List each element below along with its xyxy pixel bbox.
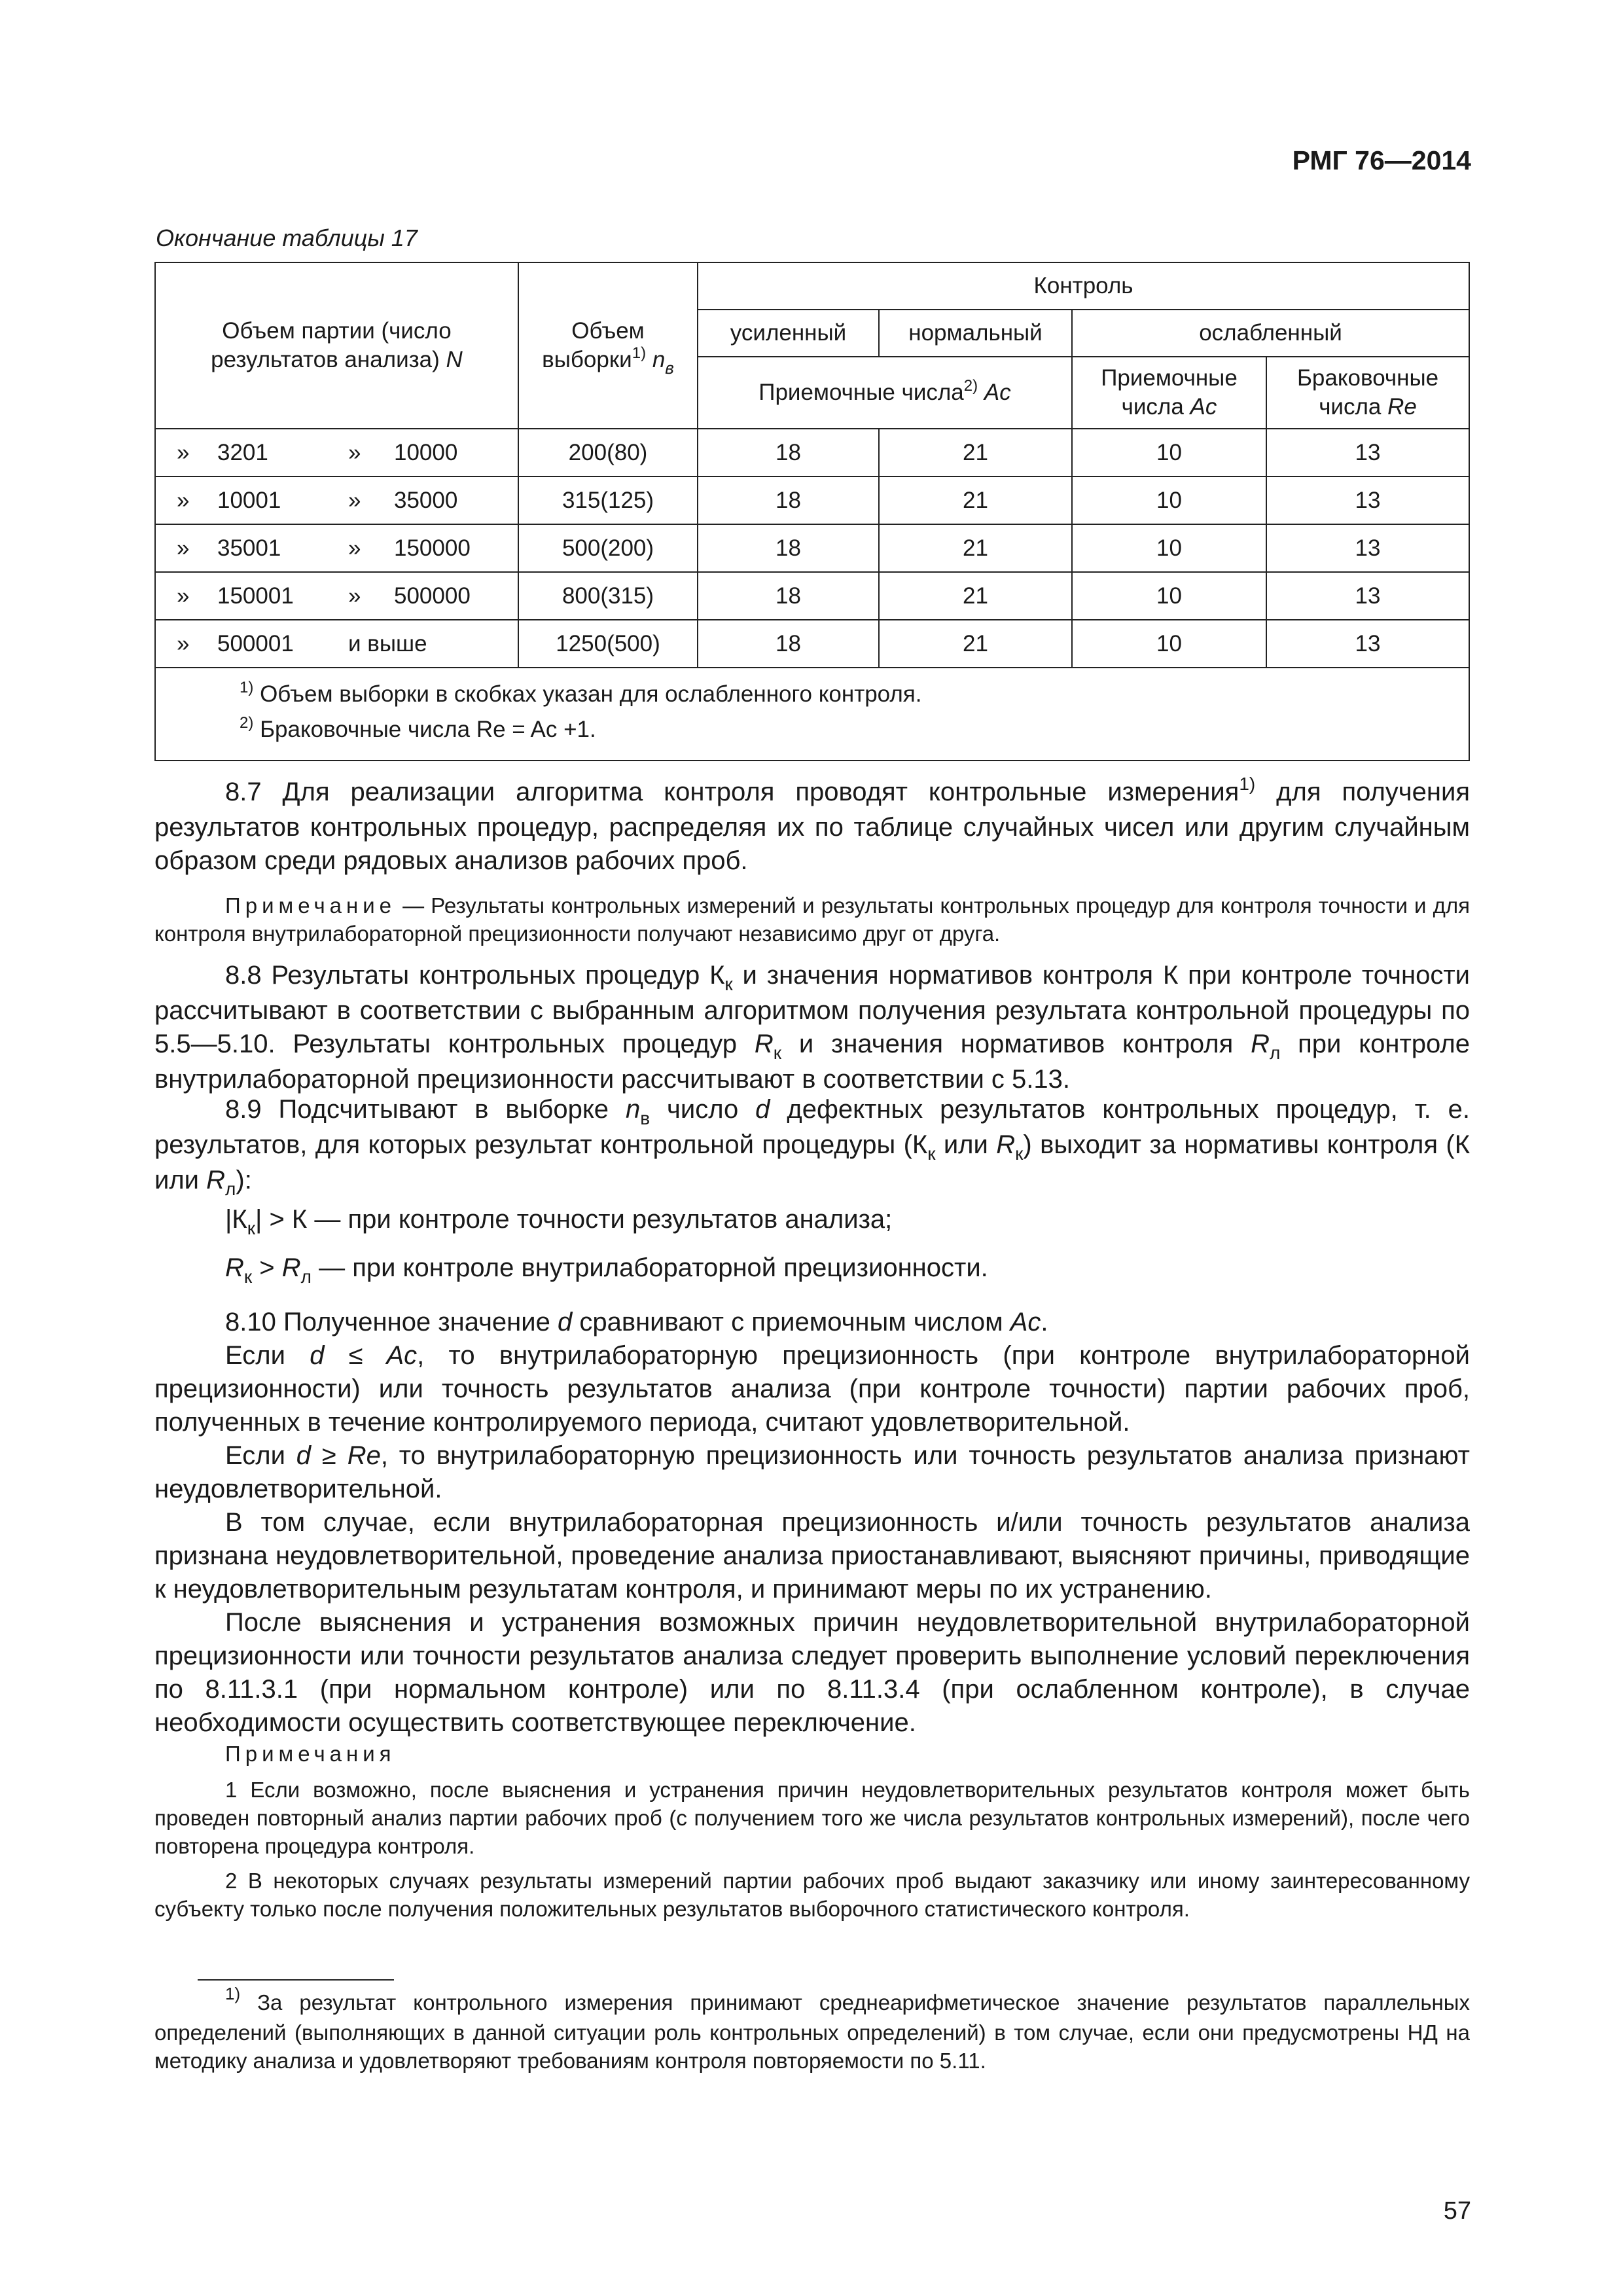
header-reduced-accept-var: Ac bbox=[1190, 394, 1217, 420]
header-sample-text: Объем выборки bbox=[542, 318, 645, 372]
text: и значения нормативов контроля К при контроле точности рассчитывают в соответствии с выбранным алгоритмом получения результата контрольной процедуры по 5.5—5.10. Результаты контрольных процедур bbox=[154, 961, 1470, 1058]
table-note-2-text: Браковочные числа Re = Ac +1. bbox=[253, 716, 596, 742]
paragraph-8-9 bbox=[154, 1093, 1470, 1199]
text: |К bbox=[225, 1205, 247, 1234]
party-range-cell bbox=[155, 524, 518, 572]
header-tight: усиленный bbox=[698, 310, 879, 357]
footnote-ref: 1) bbox=[632, 344, 647, 362]
range-to: 500000 bbox=[394, 583, 471, 609]
subscript: л bbox=[1269, 1043, 1281, 1063]
sample-cell: 1250(500) bbox=[518, 620, 698, 668]
header-reduced-accept-text: Приемочные числа bbox=[1101, 365, 1238, 420]
ditto-mark: » bbox=[177, 630, 190, 656]
tight-cell: 18 bbox=[698, 429, 879, 476]
text: при контроле внутрилабораторной прецизионности рассчитывают в соответствии с 5.13. bbox=[154, 1030, 1471, 1094]
paragraph-8-10-4: В том случае, если внутрилабораторная прецизионность и/или точность результатов анализа признана неудовлетворительной, проведение анализа приостанавливают, выясняют причины, приводящие к неудовлетворительным результатам контроля, и принимают меры по их устранению. bbox=[154, 1508, 1470, 1604]
text: Если bbox=[225, 1441, 296, 1470]
normal-cell: 21 bbox=[879, 620, 1072, 668]
range-from: 35001 bbox=[217, 535, 281, 561]
range-to: и выше bbox=[348, 630, 427, 656]
ditto-mark: » bbox=[348, 535, 361, 561]
table-row bbox=[155, 476, 1469, 524]
formula-1 bbox=[154, 1203, 1470, 1238]
text: 8.10 Полученное значение bbox=[225, 1308, 558, 1336]
ditto-mark: » bbox=[348, 487, 361, 513]
table-row bbox=[155, 572, 1469, 620]
text: или bbox=[935, 1130, 997, 1159]
reduced-ac-cell: 10 bbox=[1072, 476, 1266, 524]
ditto-mark: » bbox=[348, 583, 361, 609]
footnote-ref: 2) bbox=[240, 713, 254, 732]
note-1: 1 Если возможно, после выяснения и устранения причин неудовлетворительных результатов контроля может быть проведен повторный анализ партии рабочих проб (с получением того же числа результатов контрольных измерений), после чего повторена процедура контроля. bbox=[154, 1778, 1470, 1858]
tight-cell: 18 bbox=[698, 572, 879, 620]
header-accept-var: Ac bbox=[984, 380, 1011, 406]
header-sample-size bbox=[518, 262, 698, 429]
text: сравнивают с приемочным числом bbox=[572, 1308, 1010, 1336]
formula-2 bbox=[154, 1251, 1470, 1287]
footnote-ref: 2) bbox=[963, 377, 978, 395]
header-normal: нормальный bbox=[879, 310, 1072, 357]
reduced-re-cell: 13 bbox=[1266, 476, 1469, 524]
symbol: R bbox=[996, 1130, 1016, 1159]
normal-cell: 21 bbox=[879, 572, 1072, 620]
normal-cell: 21 bbox=[879, 429, 1072, 476]
table-17 bbox=[154, 262, 1470, 761]
table-caption: Окончание таблицы 17 bbox=[156, 224, 418, 251]
text: для получения результатов контрольных процедур, распределяя их по таблице случайных чисел или другим случайным образом среди рядовых анализов рабочих проб. bbox=[154, 778, 1470, 875]
header-accept-text: Приемочные числа bbox=[758, 380, 964, 406]
party-range-cell bbox=[155, 476, 518, 524]
normal-cell: 21 bbox=[879, 476, 1072, 524]
subscript: к bbox=[243, 1266, 253, 1287]
text: ): bbox=[236, 1166, 252, 1194]
section-8-9 bbox=[154, 1093, 1470, 1199]
paragraph-8-10-3 bbox=[154, 1439, 1470, 1506]
formula-precision bbox=[154, 1251, 1470, 1287]
text: Если bbox=[225, 1341, 310, 1370]
text: 8.9 Подсчитывают в выборке bbox=[225, 1095, 626, 1124]
note-label: Примечание bbox=[225, 893, 397, 918]
sample-cell: 800(315) bbox=[518, 572, 698, 620]
table-notes-cell bbox=[155, 668, 1469, 761]
text: , то внутрилабораторную прецизионность или точность результатов анализа признают неудовлетворительной. bbox=[154, 1441, 1470, 1503]
paragraph-8-7 bbox=[154, 776, 1470, 878]
text: число bbox=[650, 1095, 756, 1124]
footnote-ref: 1) bbox=[225, 1984, 241, 2003]
party-range-cell bbox=[155, 620, 518, 668]
range-from: 3201 bbox=[217, 439, 268, 465]
reduced-re-cell: 13 bbox=[1266, 429, 1469, 476]
subscript: к bbox=[724, 974, 733, 994]
ditto-mark: » bbox=[177, 583, 190, 609]
reduced-re-cell: 13 bbox=[1266, 524, 1469, 572]
section-8-7 bbox=[154, 776, 1470, 878]
sample-cell: 315(125) bbox=[518, 476, 698, 524]
text: | > К — при контроле точности результатов анализа; bbox=[255, 1205, 893, 1234]
text: 8.8 Результаты контрольных процедур К bbox=[225, 961, 725, 990]
paragraph-8-10-2 bbox=[154, 1339, 1470, 1439]
header-party-text: Объем партии (число результатов анализа) bbox=[211, 318, 452, 372]
reduced-ac-cell: 10 bbox=[1072, 524, 1266, 572]
symbol: R bbox=[1251, 1030, 1270, 1058]
header-reduced-reject bbox=[1266, 357, 1469, 429]
text: . bbox=[1041, 1308, 1048, 1336]
paragraph-8-10 bbox=[154, 1306, 1470, 1339]
document-code: РМГ 76—2014 bbox=[1292, 145, 1471, 175]
range-to: 35000 bbox=[394, 487, 458, 513]
notes-label: Примечания bbox=[225, 1742, 396, 1766]
table-note-1 bbox=[240, 680, 1469, 709]
text: За результат контрольного измерения принимают среднеарифметическое значение результатов параллельных определений (выполняющих в данной ситуации роль контрольных определений) в том случае, если они предусмотрены НД на методику анализа и удовлетворяют требованиям контроля повторяемости по 5.11. bbox=[154, 1990, 1470, 2073]
text: > bbox=[252, 1253, 282, 1282]
header-control: Контроль bbox=[698, 262, 1469, 310]
symbol: d bbox=[557, 1308, 573, 1336]
text: 8.7 Для реализации алгоритма контроля проводят контрольные измерения bbox=[225, 778, 1240, 806]
ditto-mark: » bbox=[348, 439, 361, 465]
header-accept-numbers bbox=[698, 357, 1072, 429]
section-8-8 bbox=[154, 959, 1470, 1096]
tight-cell: 18 bbox=[698, 620, 879, 668]
table-row bbox=[155, 620, 1469, 668]
normal-cell: 21 bbox=[879, 524, 1072, 572]
notes-block bbox=[154, 1740, 1470, 1923]
subscript: л bbox=[300, 1266, 312, 1287]
table-note-1-text: Объем выборки в скобках указан для ослабленного контроля. bbox=[253, 681, 922, 707]
footnote-divider bbox=[198, 1979, 394, 1981]
table-row bbox=[155, 429, 1469, 476]
paragraph-8-10-5: После выяснения и устранения возможных причин неудовлетворительной внутрилабораторной прецизионности или точности результатов анализа следует проверить выполнение условий переключения по 8.11.3.1 (при нормальном контроле) или по 8.11.3.4 (при ослабленном контроле), в случае необходимости осуществить соответствующее переключение. bbox=[154, 1608, 1470, 1737]
range-to: 150000 bbox=[394, 535, 471, 561]
sample-cell: 500(200) bbox=[518, 524, 698, 572]
footnote bbox=[154, 1984, 1470, 2075]
note-paragraph bbox=[154, 891, 1470, 948]
symbol: d ≤ Ac bbox=[310, 1341, 418, 1370]
page-number: 57 bbox=[1443, 2197, 1471, 2225]
reduced-ac-cell: 10 bbox=[1072, 572, 1266, 620]
table-note-2 bbox=[240, 715, 1469, 744]
section-8-10 bbox=[154, 1306, 1470, 1740]
symbol: R bbox=[225, 1253, 244, 1282]
note-text: — Результаты контрольных измерений и результаты контрольных процедур для контроля точности и для контроля внутрилабораторной прецизионности получают независимо друг от друга. bbox=[154, 893, 1470, 946]
note-8-7 bbox=[154, 891, 1470, 948]
reduced-ac-cell: 10 bbox=[1072, 429, 1266, 476]
header-reduced-reject-text: Браковочные числа bbox=[1296, 365, 1439, 420]
ditto-mark: » bbox=[177, 535, 190, 561]
subscript: к bbox=[773, 1043, 782, 1063]
subscript: л bbox=[225, 1179, 236, 1199]
reduced-re-cell: 13 bbox=[1266, 572, 1469, 620]
footnote-ref: 1) bbox=[240, 679, 254, 696]
reduced-re-cell: 13 bbox=[1266, 620, 1469, 668]
table-notes bbox=[155, 668, 1469, 761]
symbol: R bbox=[754, 1030, 774, 1058]
header-reduced-reject-var: Re bbox=[1387, 394, 1417, 420]
symbol: R bbox=[281, 1253, 301, 1282]
text: и значения нормативов контроля bbox=[781, 1030, 1251, 1058]
reduced-ac-cell: 10 bbox=[1072, 620, 1266, 668]
range-from: 150001 bbox=[217, 583, 294, 609]
text: ) выходит за нормативы контроля (К или bbox=[154, 1130, 1471, 1194]
header-reduced: ослабленный bbox=[1072, 310, 1469, 357]
footnote-text bbox=[154, 1984, 1470, 2075]
symbol: d ≥ Re bbox=[296, 1441, 381, 1470]
footnote-ref: 1) bbox=[1239, 774, 1256, 794]
header-sample-var: n bbox=[652, 347, 666, 372]
text: дефектных результатов контрольных процедур, т. е. результатов, для которых результат контрольной процедуры (К bbox=[154, 1095, 1470, 1159]
symbol: n bbox=[625, 1095, 641, 1124]
party-range-cell bbox=[155, 429, 518, 476]
header-sample-sub: в bbox=[665, 358, 674, 378]
header-party-var: N bbox=[446, 347, 463, 372]
header-party-size bbox=[155, 262, 518, 429]
symbol: R bbox=[206, 1166, 226, 1194]
paragraph-8-8 bbox=[154, 959, 1470, 1096]
subscript: к bbox=[1015, 1143, 1024, 1164]
range-from: 500001 bbox=[217, 630, 294, 656]
table-row bbox=[155, 524, 1469, 572]
symbol: Ac bbox=[1010, 1308, 1041, 1336]
symbol: d bbox=[755, 1095, 770, 1124]
note-2: 2 В некоторых случаях результаты измерений партии рабочих проб выдают заказчику или иному заинтересованному субъекту только после получения положительных результатов выборочного статистического контроля. bbox=[154, 1869, 1470, 1921]
text: — при контроле внутрилабораторной прецизионности. bbox=[311, 1253, 988, 1282]
subscript: в bbox=[640, 1108, 651, 1128]
header-reduced-accept bbox=[1072, 357, 1266, 429]
tight-cell: 18 bbox=[698, 476, 879, 524]
text: , то внутрилабораторную прецизионность (при контроле внутрилабораторной прецизионности) или точность результатов анализа (при контроле точности) партии рабочих проб, полученных в течение контролируемого периода, считают удовлетворительной. bbox=[154, 1341, 1470, 1437]
ditto-mark: » bbox=[177, 487, 190, 513]
subscript: к bbox=[247, 1218, 255, 1238]
ditto-mark: » bbox=[177, 439, 190, 465]
range-to: 10000 bbox=[394, 439, 458, 465]
sample-cell: 200(80) bbox=[518, 429, 698, 476]
range-from: 10001 bbox=[217, 487, 281, 513]
formula-accuracy bbox=[154, 1203, 1470, 1238]
subscript: к bbox=[927, 1143, 936, 1164]
tight-cell: 18 bbox=[698, 524, 879, 572]
party-range-cell bbox=[155, 572, 518, 620]
